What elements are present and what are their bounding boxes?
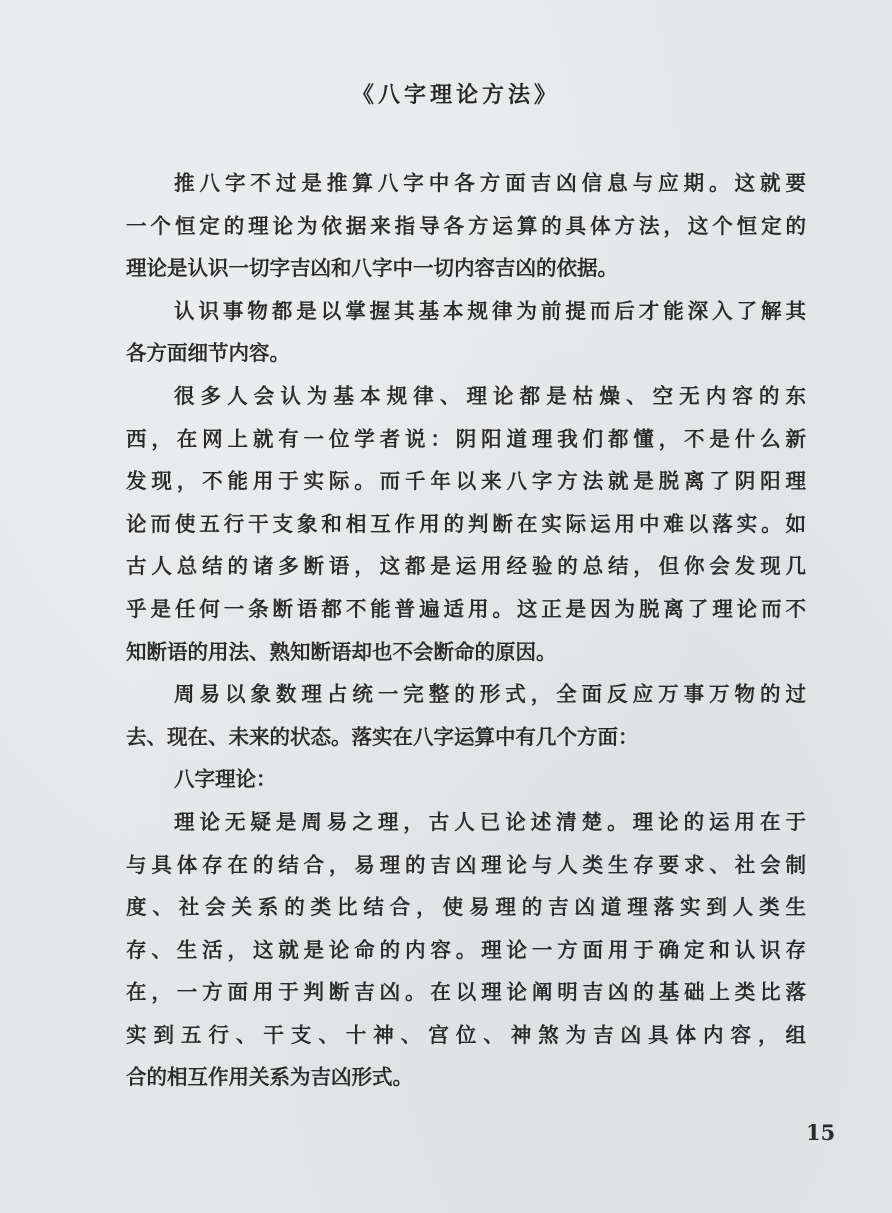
text-line: 推八字不过是推算八字中各方面吉凶信息与应期。这就要: [174, 171, 806, 195]
page-number: 15: [806, 1120, 836, 1145]
body-text: [126, 162, 806, 1099]
paragraph-3: [126, 375, 806, 673]
text-line: 合的相互作用关系为吉凶形式。: [126, 1065, 413, 1090]
text-line: 在，一方面用于判断吉凶。在以理论阐明吉凶的基础上类比落: [126, 980, 806, 1005]
text-line: 知断语的用法、熟知断语却也不会断命的原因。: [126, 639, 557, 664]
text-line: 各方面细节内容。: [126, 341, 290, 366]
text-line: 理论是认识一切字吉凶和八字中一切内容吉凶的依据。: [126, 256, 618, 281]
text-line: 去、现在、未来的状态。落实在八字运算中有几个方面：: [126, 724, 639, 749]
text-line: 论而使五行干支象和相互作用的判断在实际运用中难以落实。如: [126, 511, 806, 536]
text-line: 一个恒定的理论为依据来指导各方运算的具体方法，这个恒定的: [126, 213, 806, 238]
text-line: 发现，不能用于实际。而千年以来八字方法就是脱离了阴阳理: [126, 469, 806, 494]
text-line: 认识事物都是以掌握其基本规律为前提而后才能深入了解其: [174, 298, 806, 323]
subheading-bazi-theory: [126, 758, 806, 801]
text-line: 存、生活，这就是论命的内容。理论一方面用于确定和认识存: [126, 937, 806, 962]
chapter-title: 《八字理论方法》: [351, 83, 560, 108]
text-line: 西，在网上就有一位学者说：阴阳道理我们都懂，不是什么新: [126, 426, 806, 451]
text-line: 很多人会认为基本规律、理论都是枯燥、空无内容的东: [174, 383, 806, 408]
text-line: 与具体存在的结合，易理的吉凶理论与人类生存要求、社会制: [126, 852, 806, 877]
paragraph-4: [126, 673, 806, 758]
text-line: 理论无疑是周易之理，古人已论述清楚。理论的运用在于: [174, 809, 806, 834]
paragraph-2: [126, 290, 806, 375]
paragraph-1: [126, 162, 806, 290]
text-line: 古人总结的诸多断语，这都是运用经验的总结，但你会发现几: [126, 554, 806, 579]
text-line: 乎是任何一条断语都不能普遍适用。这正是因为脱离了理论而不: [126, 596, 806, 621]
text-line: 八字理论：: [174, 767, 277, 792]
text-line: 度、社会关系的类比结合，使易理的吉凶道理落实到人类生: [126, 895, 806, 920]
text-line: 周易以象数理占统一完整的形式，全面反应万事万物的过: [174, 682, 806, 707]
text-line: 实到五行、干支、十神、宫位、神煞为吉凶具体内容，组: [126, 1022, 806, 1047]
paragraph-6: [126, 801, 806, 1099]
